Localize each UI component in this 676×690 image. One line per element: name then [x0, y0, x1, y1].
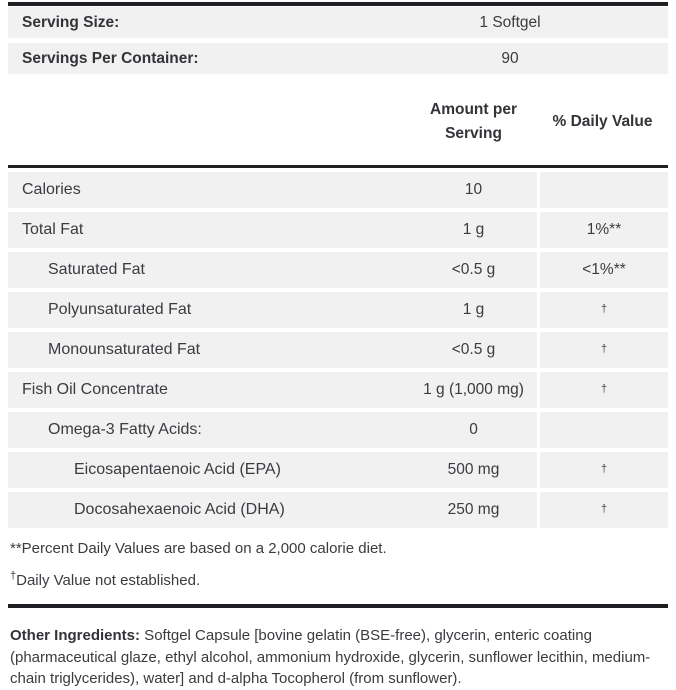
nutrient-amount: 1 g (1,000 mg) — [423, 381, 524, 398]
nutrient-amount: 10 — [464, 181, 483, 198]
nutrient-name: Eicosapentaenoic Acid (EPA) — [74, 461, 281, 478]
nutrient-table-body — [8, 172, 668, 528]
table-row — [8, 172, 668, 208]
other-ingredients-label: Other Ingredients: — [10, 627, 141, 644]
table-row — [8, 492, 668, 528]
other-ingredients-paragraph — [10, 625, 666, 690]
nutrient-amount: <0.5 g — [451, 261, 496, 278]
serving-size-value: 1 Softgel — [479, 13, 541, 31]
nutrient-name: Polyunsaturated Fat — [48, 301, 192, 318]
top-rule — [8, 2, 668, 6]
nutrient-daily-value — [537, 292, 668, 328]
nutrient-daily-value — [537, 172, 668, 208]
footnotes-section — [10, 540, 668, 589]
nutrient-daily-value — [537, 372, 668, 408]
percent-daily-value-footnote: **Percent Daily Values are based on a 2,000 calorie diet. — [10, 540, 387, 557]
dagger-symbol: † — [600, 463, 608, 475]
percent-daily-value-header: % Daily Value — [552, 113, 653, 130]
table-row — [8, 332, 668, 368]
servings-per-container-label: Servings Per Container: — [22, 49, 199, 67]
nutrient-amount: 1 g — [462, 301, 485, 318]
table-row — [8, 292, 668, 328]
nutrient-table-header — [8, 79, 668, 165]
other-ingredients-text: Softgel Capsule [bovine gelatin (BSE-free), glycerin, enteric coating (pharmaceutical glaze, ethyl alcohol, ammonium hydroxide, glycerin, sunflower lecithin, medium-chain triglycerides), water] and d-alpha Tocopherol (from sunflower). — [10, 627, 651, 687]
amount-per-serving-header: Amount per Serving — [430, 100, 517, 142]
dagger-symbol: † — [10, 570, 17, 582]
dagger-symbol: † — [600, 343, 608, 355]
daily-value-footnote-text: Daily Value not established. — [16, 572, 201, 589]
servings-per-container-value: 90 — [501, 49, 519, 67]
nutrient-name: Saturated Fat — [48, 261, 145, 278]
nutrient-amount: 250 mg — [447, 501, 500, 518]
dagger-symbol: † — [600, 303, 608, 315]
table-row — [8, 452, 668, 488]
table-row — [8, 372, 668, 408]
dagger-symbol: † — [600, 383, 608, 395]
nutrient-daily-value — [537, 492, 668, 528]
nutrient-amount: 500 mg — [447, 461, 500, 478]
serving-size-row — [8, 7, 668, 38]
bottom-rule — [8, 604, 668, 608]
nutrient-name: Fish Oil Concentrate — [22, 381, 168, 398]
nutrient-name: Omega-3 Fatty Acids: — [48, 421, 202, 438]
nutrient-name: Monounsaturated Fat — [48, 341, 201, 358]
nutrient-name: Docosahexaenoic Acid (DHA) — [74, 501, 285, 518]
nutrient-amount: 0 — [469, 421, 478, 438]
supplement-facts-label — [0, 2, 676, 690]
table-row — [8, 252, 668, 288]
nutrient-amount: <0.5 g — [451, 341, 496, 358]
servings-per-container-row — [8, 43, 668, 74]
serving-info-section — [0, 7, 676, 74]
daily-value-footnote — [10, 572, 668, 589]
nutrient-amount: 1 g — [462, 221, 485, 238]
nutrient-daily-value — [537, 412, 668, 448]
nutrient-daily-value: <1%** — [537, 252, 668, 288]
header-rule — [8, 165, 668, 168]
nutrient-daily-value — [537, 332, 668, 368]
nutrient-name: Calories — [22, 181, 81, 198]
dagger-symbol: † — [600, 503, 608, 515]
serving-size-label: Serving Size: — [22, 13, 120, 31]
nutrient-name: Total Fat — [22, 221, 84, 238]
table-row — [8, 412, 668, 448]
table-row — [8, 212, 668, 248]
nutrient-daily-value — [537, 452, 668, 488]
nutrient-daily-value: 1%** — [537, 212, 668, 248]
